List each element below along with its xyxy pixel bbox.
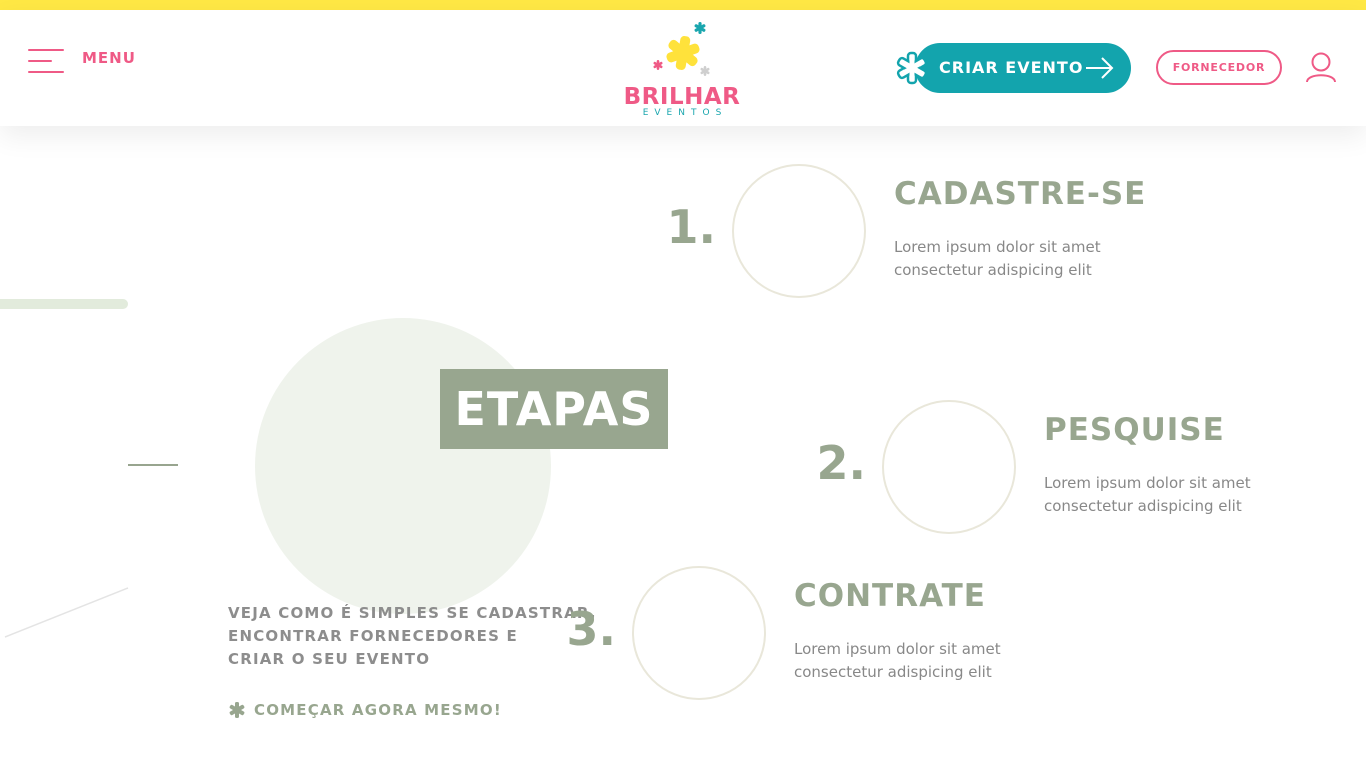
asterisk-icon — [893, 49, 931, 87]
step-number: 3. — [566, 602, 616, 656]
intro-line: CRIAR O SEU EVENTO — [228, 650, 431, 668]
intro-line: ENCONTRAR FORNECEDORES E — [228, 627, 518, 645]
decorative-circle — [255, 318, 551, 614]
step-title: CONTRATE — [794, 578, 986, 614]
user-icon[interactable] — [1304, 52, 1338, 84]
hamburger-icon — [28, 46, 66, 76]
decorative-line — [0, 585, 130, 641]
logo-wordmark: BRILHAR — [623, 84, 741, 110]
step-description-line: Lorem ipsum dolor sit amet — [1044, 474, 1251, 492]
step-number: 1. — [666, 200, 716, 254]
step-description-line: Lorem ipsum dolor sit amet — [894, 238, 1101, 256]
decorative-dash — [128, 464, 178, 466]
decorative-bar — [0, 299, 128, 309]
step-circle — [882, 400, 1016, 534]
top-accent-strip — [0, 0, 1366, 10]
brand-logo[interactable] — [612, 16, 752, 122]
step-description-line: consectetur adispicing elit — [894, 261, 1092, 279]
step-description-line: Lorem ipsum dolor sit amet — [794, 640, 1001, 658]
section-title: ETAPAS — [440, 369, 668, 449]
step-description — [894, 236, 1154, 282]
start-now-label: COMEÇAR AGORA MESMO! — [254, 701, 502, 719]
step-circle — [632, 566, 766, 700]
step-description — [794, 638, 1054, 684]
header — [0, 10, 1366, 126]
step-number: 2. — [816, 436, 866, 490]
step-description-line: consectetur adispicing elit — [794, 663, 992, 681]
supplier-button[interactable]: FORNECEDOR — [1156, 50, 1282, 85]
menu-label: MENU — [82, 49, 136, 67]
step-title: CADASTRE-SE — [894, 176, 1147, 212]
step-description — [1044, 472, 1304, 518]
logo-asterisk-icon — [612, 16, 752, 86]
step-description-line: consectetur adispicing elit — [1044, 497, 1242, 515]
arrow-right-icon — [1084, 56, 1116, 80]
logo-subtitle: EVENTOS — [642, 108, 728, 118]
start-now-link[interactable] — [228, 701, 502, 719]
step-circle — [732, 164, 866, 298]
create-event-button[interactable] — [915, 43, 1131, 93]
asterisk-icon — [228, 701, 246, 719]
step-title: PESQUISE — [1044, 412, 1225, 448]
intro-line: VEJA COMO É SIMPLES SE CADASTRAR, — [228, 604, 597, 622]
menu-button[interactable] — [28, 46, 136, 76]
create-event-label: CRIAR EVENTO — [939, 58, 1084, 77]
